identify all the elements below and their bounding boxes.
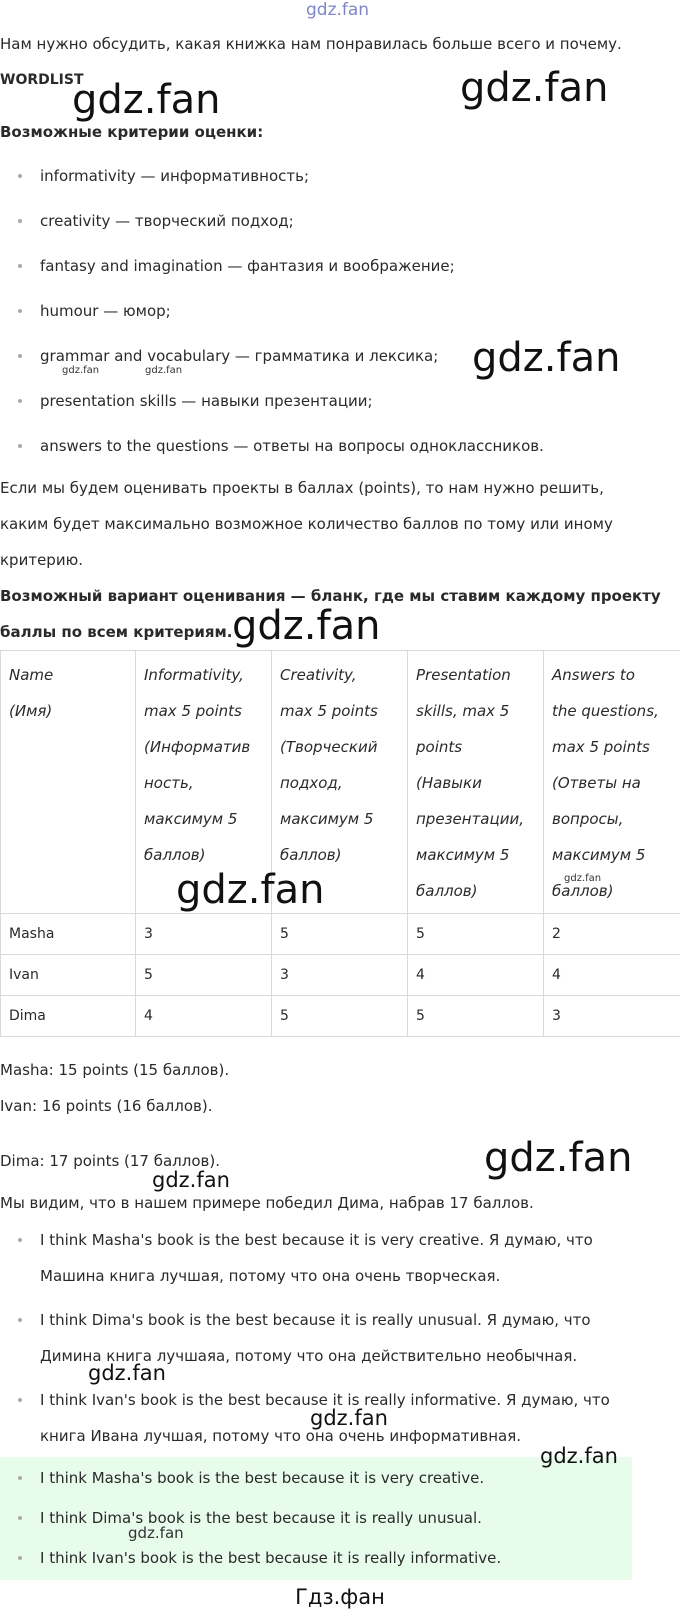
table-row [1,955,680,996]
list-item: I think Ivan's book is the best because it is really informative. Я думаю, что книга Ивана лучшая, потому что она очень информативная. [0,1382,610,1462]
list-item: fantasy and imagination — фантазия и воображение; [0,256,544,301]
table-cell: 3 [272,955,408,996]
footer-watermark: Гдз.фан [295,1585,385,1609]
watermark-text: gdz.fan [72,77,221,123]
list-item: humour — юмор; [0,301,544,346]
table-cell: 5 [136,955,272,996]
watermark-text: gdz.fan [564,873,602,884]
table-cell: 3 [544,996,680,1037]
points-paragraph-line: критерию. [0,551,83,569]
header-answers: Answers to the questions, max 5 points (Ответы на вопросы, максимум 5 баллов) [544,651,680,914]
list-item: I think Masha's book is the best because it is very creative. [0,1460,501,1500]
watermark-text: gdz.fan [128,1524,184,1542]
variant-heading-line: баллы по всем критериям. [0,623,233,641]
header-presentation: Presentation skills, max 5 points (Навыки презентации, максимум 5 баллов) [408,651,544,914]
list-item: I think Dima's book is the best because it is really unusual. Я думаю, что Димина книга лучшаяа, потому что она действительно необычная. [0,1302,610,1382]
list-item: I think Dima's book is the best because it is really unusual. [0,1500,501,1540]
header-name: Name (Имя) [1,651,136,914]
table-cell: 2 [544,914,680,955]
watermark-text: gdz.fan [176,867,325,913]
watermark-text: gdz.fan [310,1406,388,1430]
table-cell: 5 [272,996,408,1037]
list-item: answers to the questions — ответы на вопросы одноклассников. [0,436,544,481]
points-paragraph-line: каким будет максимально возможное количество баллов по тому или иному [0,515,613,533]
watermark-text: gdz.fan [472,335,621,381]
header-creativity: Creativity, max 5 points (Творческий подход, максимум 5 баллов) [272,651,408,914]
watermark-text: gdz.fan [88,1361,166,1385]
table-row [1,914,680,955]
watermark-text: gdz.fan [232,603,381,649]
table-cell: 4 [408,955,544,996]
list-item: informativity — информативность; [0,166,544,211]
watermark-text: gdz.fan [540,1444,618,1468]
wordlist-heading: WORDLIST [0,72,84,88]
examples-list [0,1222,610,1462]
watermark-text: gdz.fan [145,365,183,376]
table-cell: Dima [1,996,136,1037]
list-item: I think Masha's book is the best because it is very creative. Я думаю, что Машина книга лучшая, потому что она очень творческая. [0,1222,610,1302]
table-cell: 5 [272,914,408,955]
table-cell: 4 [136,996,272,1037]
watermark-text: gdz.fan [152,1168,230,1192]
intro-text: Нам нужно обсудить, какая книжка нам понравилась больше всего и почему. [0,35,622,53]
list-item: presentation skills — навыки презентации; [0,391,544,436]
list-item: grammar and vocabulary — грамматика и лексика; [0,346,544,391]
total-line: Dima: 17 points (17 баллов). [0,1152,220,1170]
watermark-text: gdz.fan [484,1135,633,1181]
highlighted-examples-list [0,1460,501,1580]
table-cell: 4 [544,955,680,996]
header-informativity: Informativity, max 5 points (Информатив ность, максимум 5 баллов) [136,651,272,914]
table-row [1,996,680,1037]
table-cell: 3 [136,914,272,955]
total-line: Ivan: 16 points (16 баллов). [0,1097,213,1115]
watermark-text: gdz.fan [306,0,370,20]
watermark-text: gdz.fan [62,365,100,376]
list-item: I think Ivan's book is the best because it is really informative. [0,1540,501,1580]
criteria-list [0,166,544,481]
table-cell: 5 [408,914,544,955]
table-cell: Ivan [1,955,136,996]
table-cell: 5 [408,996,544,1037]
variant-heading-line: Возможный вариант оценивания — бланк, где мы ставим каждому проекту [0,587,661,605]
conclusion-text: Мы видим, что в нашем примере победил Дима, набрав 17 баллов. [0,1194,534,1212]
criteria-heading: Возможные критерии оценки: [0,123,264,141]
total-line: Masha: 15 points (15 баллов). [0,1061,230,1079]
table-cell: Masha [1,914,136,955]
score-table [0,650,680,1037]
points-paragraph-line: Если мы будем оценивать проекты в баллах (points), то нам нужно решить, [0,479,604,497]
list-item: creativity — творческий подход; [0,211,544,256]
watermark-text: gdz.fan [460,65,609,111]
